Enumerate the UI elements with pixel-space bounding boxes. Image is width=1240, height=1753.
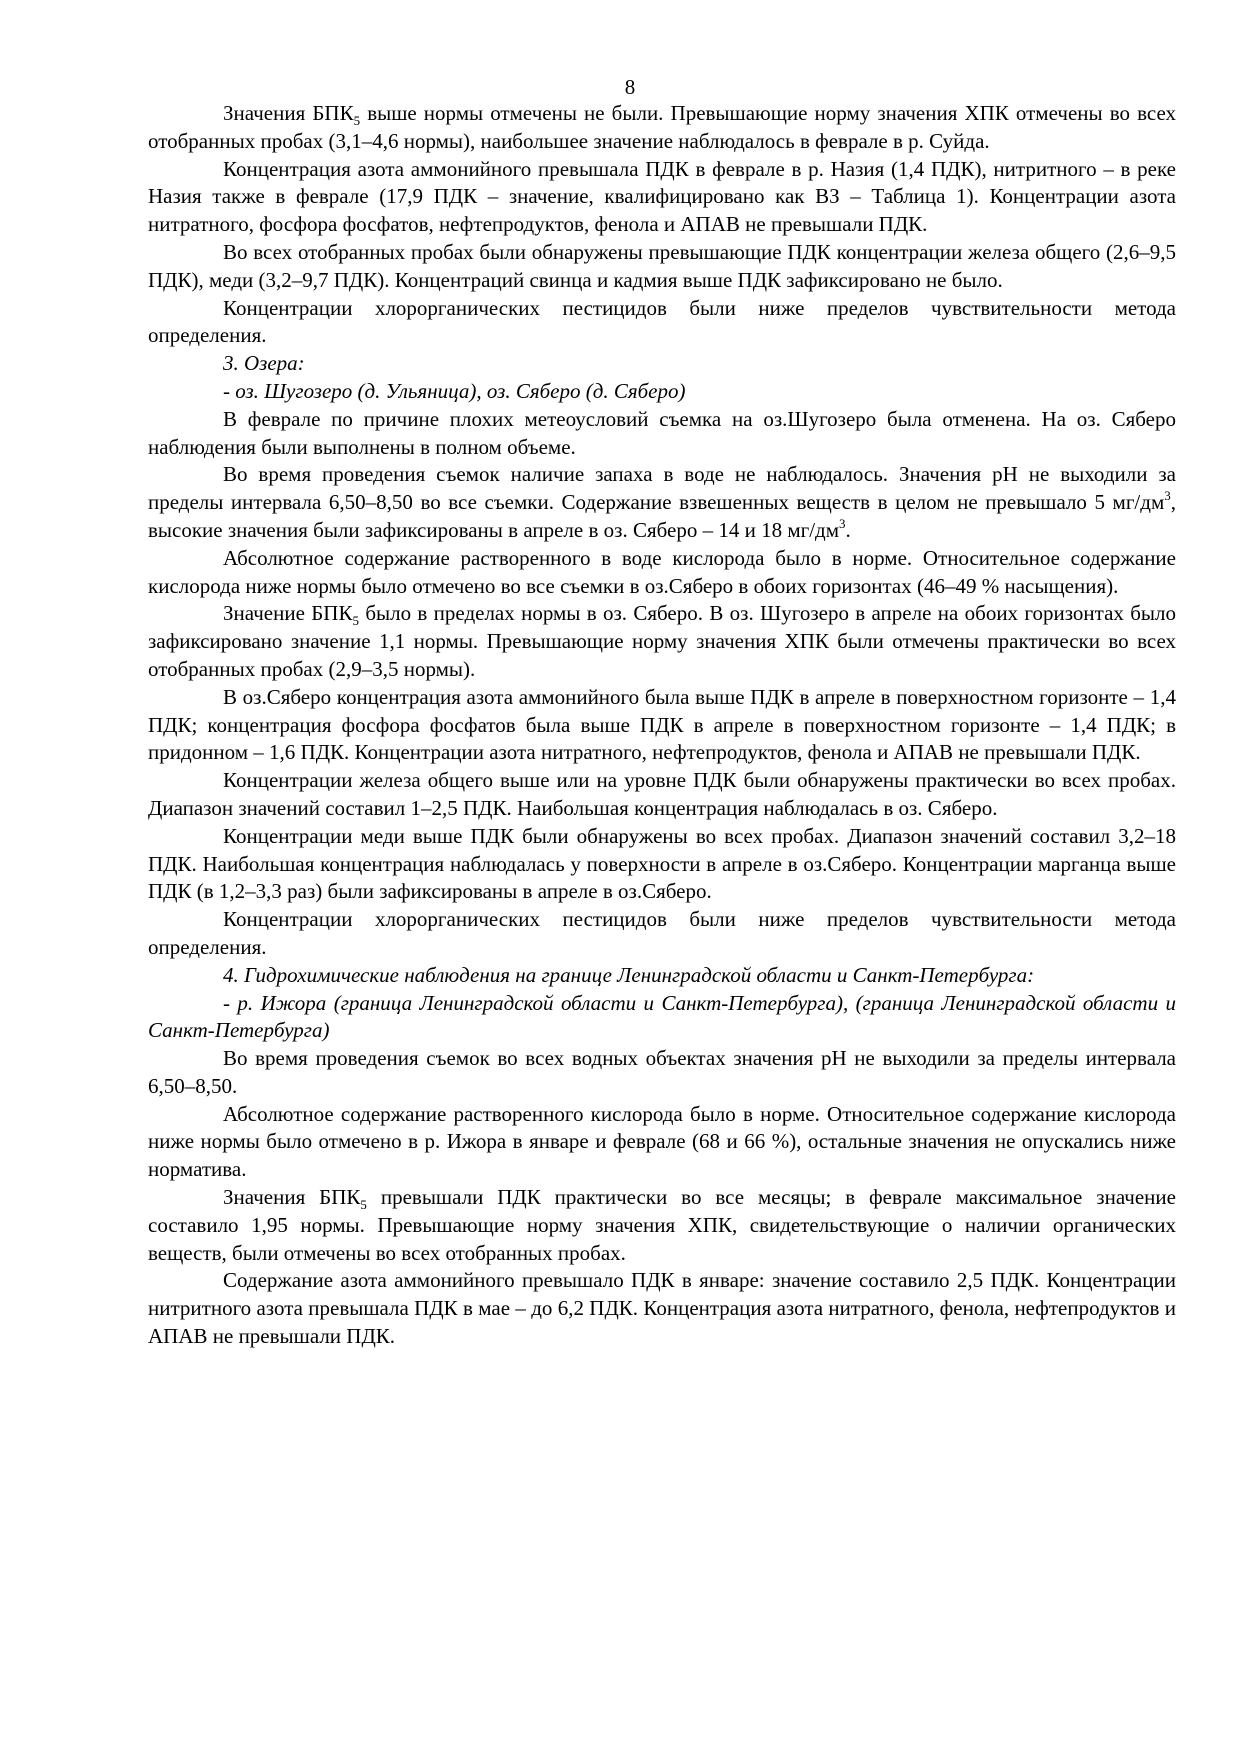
paragraph: Значения $БПК_5$ превышали ПДК практически во все месяцы; в феврале максимальное значение составило 1,95 нормы. Превышающие норму значения ХПК, свидетельствующие о наличии органических веществ, были отмечены во всех отобранных пробах. <box>148 1185 1176 1265</box>
paragraph: Абсолютное содержание растворенного кислорода было в норме. Относительное содержание кислорода ниже нормы было отмечено в р. Ижора в январе и феврале (68 и 66 %), остальные значения не опускались ниже норматива. <box>148 1101 1176 1182</box>
section-heading: 4. Гидрохимические наблюдения на границе Ленинградской области и Санкт-Петербурга: <box>223 962 1035 987</box>
paragraph: Концентрации меди выше ПДК были обнаружены во всех пробах. Диапазон значений составил 3,2–18 ПДК. Наибольшая концентрация наблюдалась у поверхности в апреле в оз.Сяберо. Концентрации марганца выше ПДК (в 1,2–3,3 раз) были зафиксированы в апреле в оз.Сяберо. <box>148 823 1176 904</box>
page-number: 8 <box>624 75 636 99</box>
paragraph: Концентрации хлорорганических пестицидов были ниже пределов чувствительности метода определения. <box>148 907 1176 959</box>
paragraph: Концентрации хлорорганических пестицидов были ниже пределов чувствительности метода определения. <box>148 295 1176 348</box>
document-body <box>148 100 1176 1351</box>
paragraph: В феврале по причине плохих метеоусловий съемка на оз.Шугозеро была отменена. На оз. Сяберо наблюдения были выполнены в полном объеме. <box>148 406 1176 459</box>
paragraph: Концентрация азота аммонийного превышала ПДК в феврале в р. Назия (1,4 ПДК), нитритного – в реке Назия также в феврале (17,9 ПДК – значение, квалифицировано как ВЗ – Таблица 1). Концентрации азота нитратного, фосфора фосфатов, нефтепродуктов, фенола и АПАВ не превышали ПДК. <box>148 156 1176 237</box>
superscript: 3 <box>1164 488 1171 504</box>
superscript: 3 <box>839 515 846 531</box>
section-heading: 3. Озера: <box>223 351 305 376</box>
paragraph: Во всех отобранных пробах были обнаружены превышающие ПДК концентрации железа общего (2,6–9,5 ПДК), меди (3,2–9,7 ПДК). Концентраций свинца и кадмия выше ПДК зафиксировано не было. <box>148 239 1176 292</box>
subscript: 5 <box>352 613 359 629</box>
paragraph: Содержание азота аммонийного превышало ПДК в январе: значение составило 2,5 ПДК. Концентрации нитритного азота превышала ПДК в мае – до 6,2 ПДК. Концентрация азота нитратного, фенола, нефтепродуктов и АПАВ не превышали ПДК. <box>148 1268 1176 1349</box>
paragraph: В оз.Сяберо концентрация азота аммонийного была выше ПДК в апреле в поверхностном горизонте – 1,4 ПДК; концентрация фосфора фосфатов была выше ПДК в апреле в поверхностном горизонте – 1,4 ПДК; в придонном – 1,6 ПДК. Концентрации азота нитратного, нефтепродуктов, фенола и АПАВ не превышали ПДК. <box>148 684 1176 765</box>
paragraph: Концентрации железа общего выше или на уровне ПДК были обнаружены практически во всех пробах. Диапазон значений составил 1–2,5 ПДК. Наибольшая концентрация наблюдалась в оз. Сяберо. <box>148 768 1176 820</box>
subsection-heading: - оз. Шугозеро (д. Ульяница), оз. Сяберо (д. Сяберо) <box>223 378 686 403</box>
paragraph: Значения $БПК_5$ выше нормы отмечены не были. Превышающие норму значения ХПК отмечены во всех отобранных пробах (3,1–4,6 нормы), наибольшее значение наблюдалось в феврале в р. Суйда. <box>148 101 1176 153</box>
paragraph: Значение $БПК_5$ было в пределах нормы в оз. Сяберо. В оз. Шугозеро в апреле на обоих горизонтах было зафиксировано значение 1,1 нормы. Превышающие норму значения ХПК были отмечены практически во всех отобранных пробах (2,9–3,5 нормы). <box>148 601 1176 681</box>
paragraph: Во время проведения съемок во всех водных объектах значения pH не выходили за пределы интервала 6,50–8,50. <box>148 1046 1176 1098</box>
paragraph: Во время проведения съемок наличие запаха в воде не наблюдалось. Значения pH не выходили за пределы интервала 6,50–8,50 во все съемки. Содержание взвешенных веществ в целом не превышало 5 $мг/дм^3$, высокие значения были зафиксированы в апреле в оз. Сяберо – 14 и 18 $мг/дм^3$. <box>148 462 1176 542</box>
subscript: 5 <box>353 113 361 128</box>
subscript: 5 <box>360 1197 367 1213</box>
paragraph: Абсолютное содержание растворенного в воде кислорода было в норме. Относительное содержание кислорода ниже нормы было отмечено во все съемки в оз.Сяберо в обоих горизонтах (46–49 % насыщения). <box>148 545 1176 598</box>
subsection-heading: - р. Ижора (граница Ленинградской области и Санкт-Петербурга), (граница Ленинградской области и Санкт-Петербурга) <box>148 990 1176 1043</box>
